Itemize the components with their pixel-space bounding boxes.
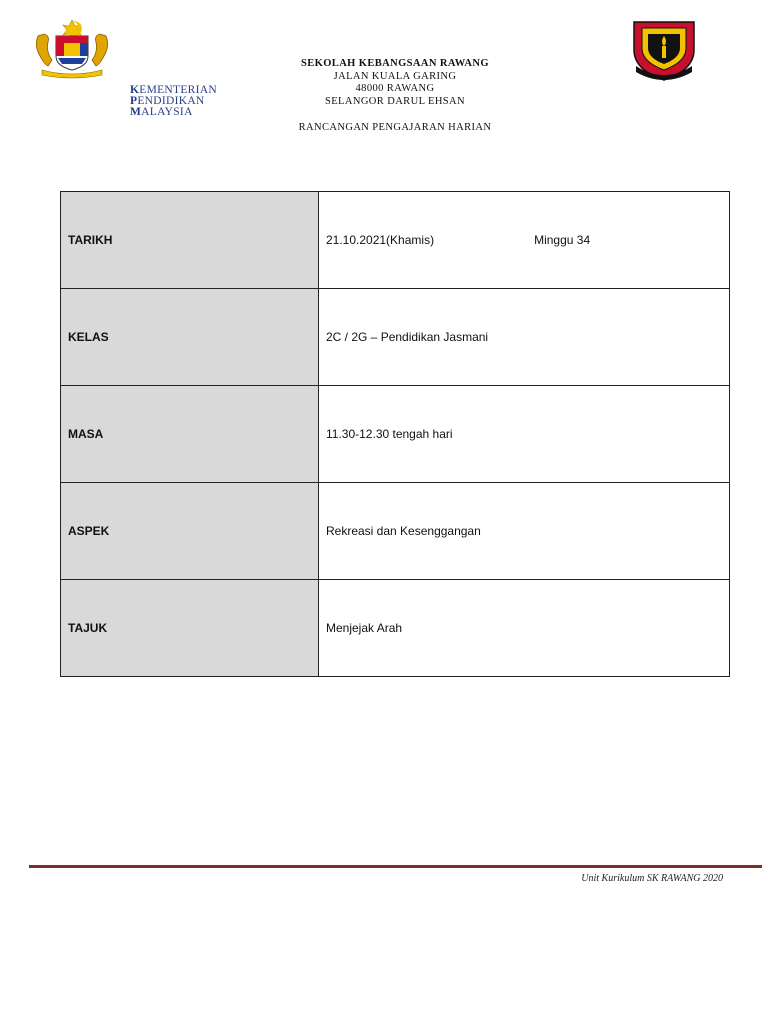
ministry-word: ALAYSIA — [141, 106, 193, 118]
row-value: Menjejak Arah — [319, 580, 730, 677]
lesson-plan-table — [60, 191, 730, 677]
row-label: KELAS — [61, 289, 319, 386]
row-label: MASA — [61, 386, 319, 483]
document-title: RANCANGAN PENGAJARAN HARIAN — [298, 122, 492, 133]
ministry-word: EMENTERIAN — [139, 84, 217, 96]
row-label: TARIKH — [61, 192, 319, 289]
table-row — [61, 386, 730, 483]
table-row — [61, 192, 730, 289]
row-value: 2C / 2G – Pendidikan Jasmani — [319, 289, 730, 386]
table-row — [61, 580, 730, 677]
date-value: 21.10.2021(Khamis) — [326, 233, 435, 247]
ministry-word: ENDIDIKAN — [137, 95, 205, 107]
letterhead — [0, 58, 768, 135]
footer-text: Unit Kurikulum SK RAWANG 2020 — [581, 873, 723, 884]
week-value: Minggu 34 — [534, 233, 591, 247]
address-line: 48000 RAWANG — [355, 83, 435, 94]
row-label: ASPEK — [61, 483, 319, 580]
ministry-initial: P — [130, 95, 138, 107]
ministry-initial: K — [130, 84, 140, 96]
row-value — [319, 192, 730, 289]
table-row — [61, 483, 730, 580]
table-row — [61, 289, 730, 386]
ministry-initial: M — [130, 106, 142, 118]
row-value: 11.30-12.30 tengah hari — [319, 386, 730, 483]
row-value: Rekreasi dan Kesenggangan — [319, 483, 730, 580]
address-line: SELANGOR DARUL EHSAN — [324, 95, 466, 107]
row-label: TAJUK — [61, 580, 319, 677]
address-line: JALAN KUALA GARING — [333, 70, 457, 82]
school-name: SEKOLAH KEBANGSAAN RAWANG — [301, 58, 489, 69]
footer-divider — [29, 865, 762, 868]
